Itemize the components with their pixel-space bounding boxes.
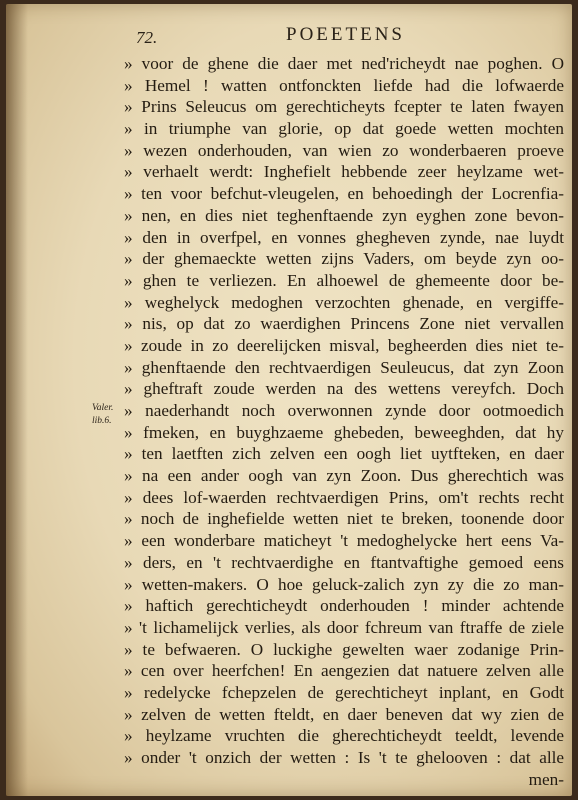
text-line: » haftich gerechticheydt onderhouden ! minder achtende: [124, 596, 564, 616]
text-line: » nen, en dies niet teghenftaende zyn eyghen zone bevon-: [124, 205, 564, 225]
text-line: » ten voor befchut-vleugelen, en behoedingh der Locrenfia-: [124, 184, 564, 204]
text-line: » te befwaeren. O luckighe gewelten waer zodanige Prin-: [124, 639, 564, 659]
text-line: » den in overfpel, en vonnes ghegheven zynde, nae luydt: [124, 227, 564, 247]
text-line: » dees lof-waerden rechtvaerdigen Prins, om't rechts recht: [124, 487, 564, 507]
text-line: » heylzame vruchten die gherechticheydt teeldt, levende: [124, 726, 564, 746]
body-text: [124, 53, 564, 790]
text-line: » ders, en 't rechtvaerdighe en ftantvaftighe gemoed eens: [124, 552, 564, 572]
text-line: » zoude in zo deerelijcken misval, begheerden dies niet te-: [124, 335, 564, 355]
page-gutter: [6, 4, 28, 796]
text-line: » ghenftaende den rechtvaerdigen Seuleucus, dat zyn Zoon: [124, 357, 564, 377]
text-line: » na een ander oogh van zyn Zoon. Dus gherechtich was: [124, 466, 564, 486]
margin-note: [92, 402, 113, 428]
text-line: » cen over heerfchen! En aengezien dat natuere zelven alle: [124, 661, 564, 681]
text-line: » wetten-makers. O hoe geluck-zalich zyn zy die zo man-: [124, 574, 564, 594]
text-line: » nis, op dat zo waerdighen Princens Zone niet vervallen: [124, 314, 564, 334]
margin-note-line: lib.6.: [92, 416, 112, 426]
text-line: » ghen te verliezen. En alhoewel de ghemeente door be-: [124, 270, 564, 290]
margin-note-line: Valer.: [92, 403, 114, 413]
page-header: [6, 24, 572, 50]
running-head: POEETENS: [286, 24, 405, 45]
text-line: » fmeken, en buyghzaeme ghebeden, beweeghden, dat hy: [124, 422, 564, 442]
text-line: » wezen onderhouden, van wien zo wonderbaeren proeve: [124, 140, 564, 160]
text-line: » onder 't onzich der wetten : Is 't te ghelooven : dat alle: [124, 748, 564, 767]
text-line: » 't lichamelijck verlies, als door fchreum van ftraffe de ziele: [124, 617, 564, 637]
text-line: » een wonderbare maticheyt 't medoghelycke hert eens Va-: [124, 531, 564, 551]
page-number: 72.: [136, 28, 158, 47]
text-line: » Prins Seleucus om gerechticheyts fcepter te laten fwayen: [124, 97, 564, 117]
text-line: » verhaelt werdt: Inghefielt hebbende zeer heylzame wet-: [124, 162, 564, 182]
text-line: » ten laetften zich zelven een oogh liet uytfteken, en daer: [124, 444, 564, 464]
text-line: » redelycke fchepzelen de gerechticheyt inplant, en Godt: [124, 682, 564, 702]
text-line: » Hemel ! watten ontfonckten liefde had die lofwaerde: [124, 75, 564, 95]
text-line: » zelven de wetten fteldt, en daer beneven dat wy zien de: [124, 704, 564, 724]
book-page: [6, 4, 572, 796]
text-line: » gheftraft zoude werden na des wettens vereyfch. Doch: [124, 379, 564, 399]
catchword: men-: [528, 769, 564, 789]
text-line: » naederhandt noch overwonnen zynde door ootmoedich: [124, 401, 564, 420]
text-line: » noch de inghefielde wetten niet te breken, toonende door: [124, 509, 564, 529]
text-line: » voor de ghene die daer met ned'richeydt nae poghen. O: [124, 54, 564, 73]
text-line: » der ghemaeckte wetten zijns Vaders, om beyde zyn oo-: [124, 249, 564, 269]
text-line: » in triumphe van glorie, op dat goede wetten mochten: [124, 119, 564, 139]
text-line: » weghelyck medoghen verzochten ghenade, en vergiffe-: [124, 292, 564, 312]
